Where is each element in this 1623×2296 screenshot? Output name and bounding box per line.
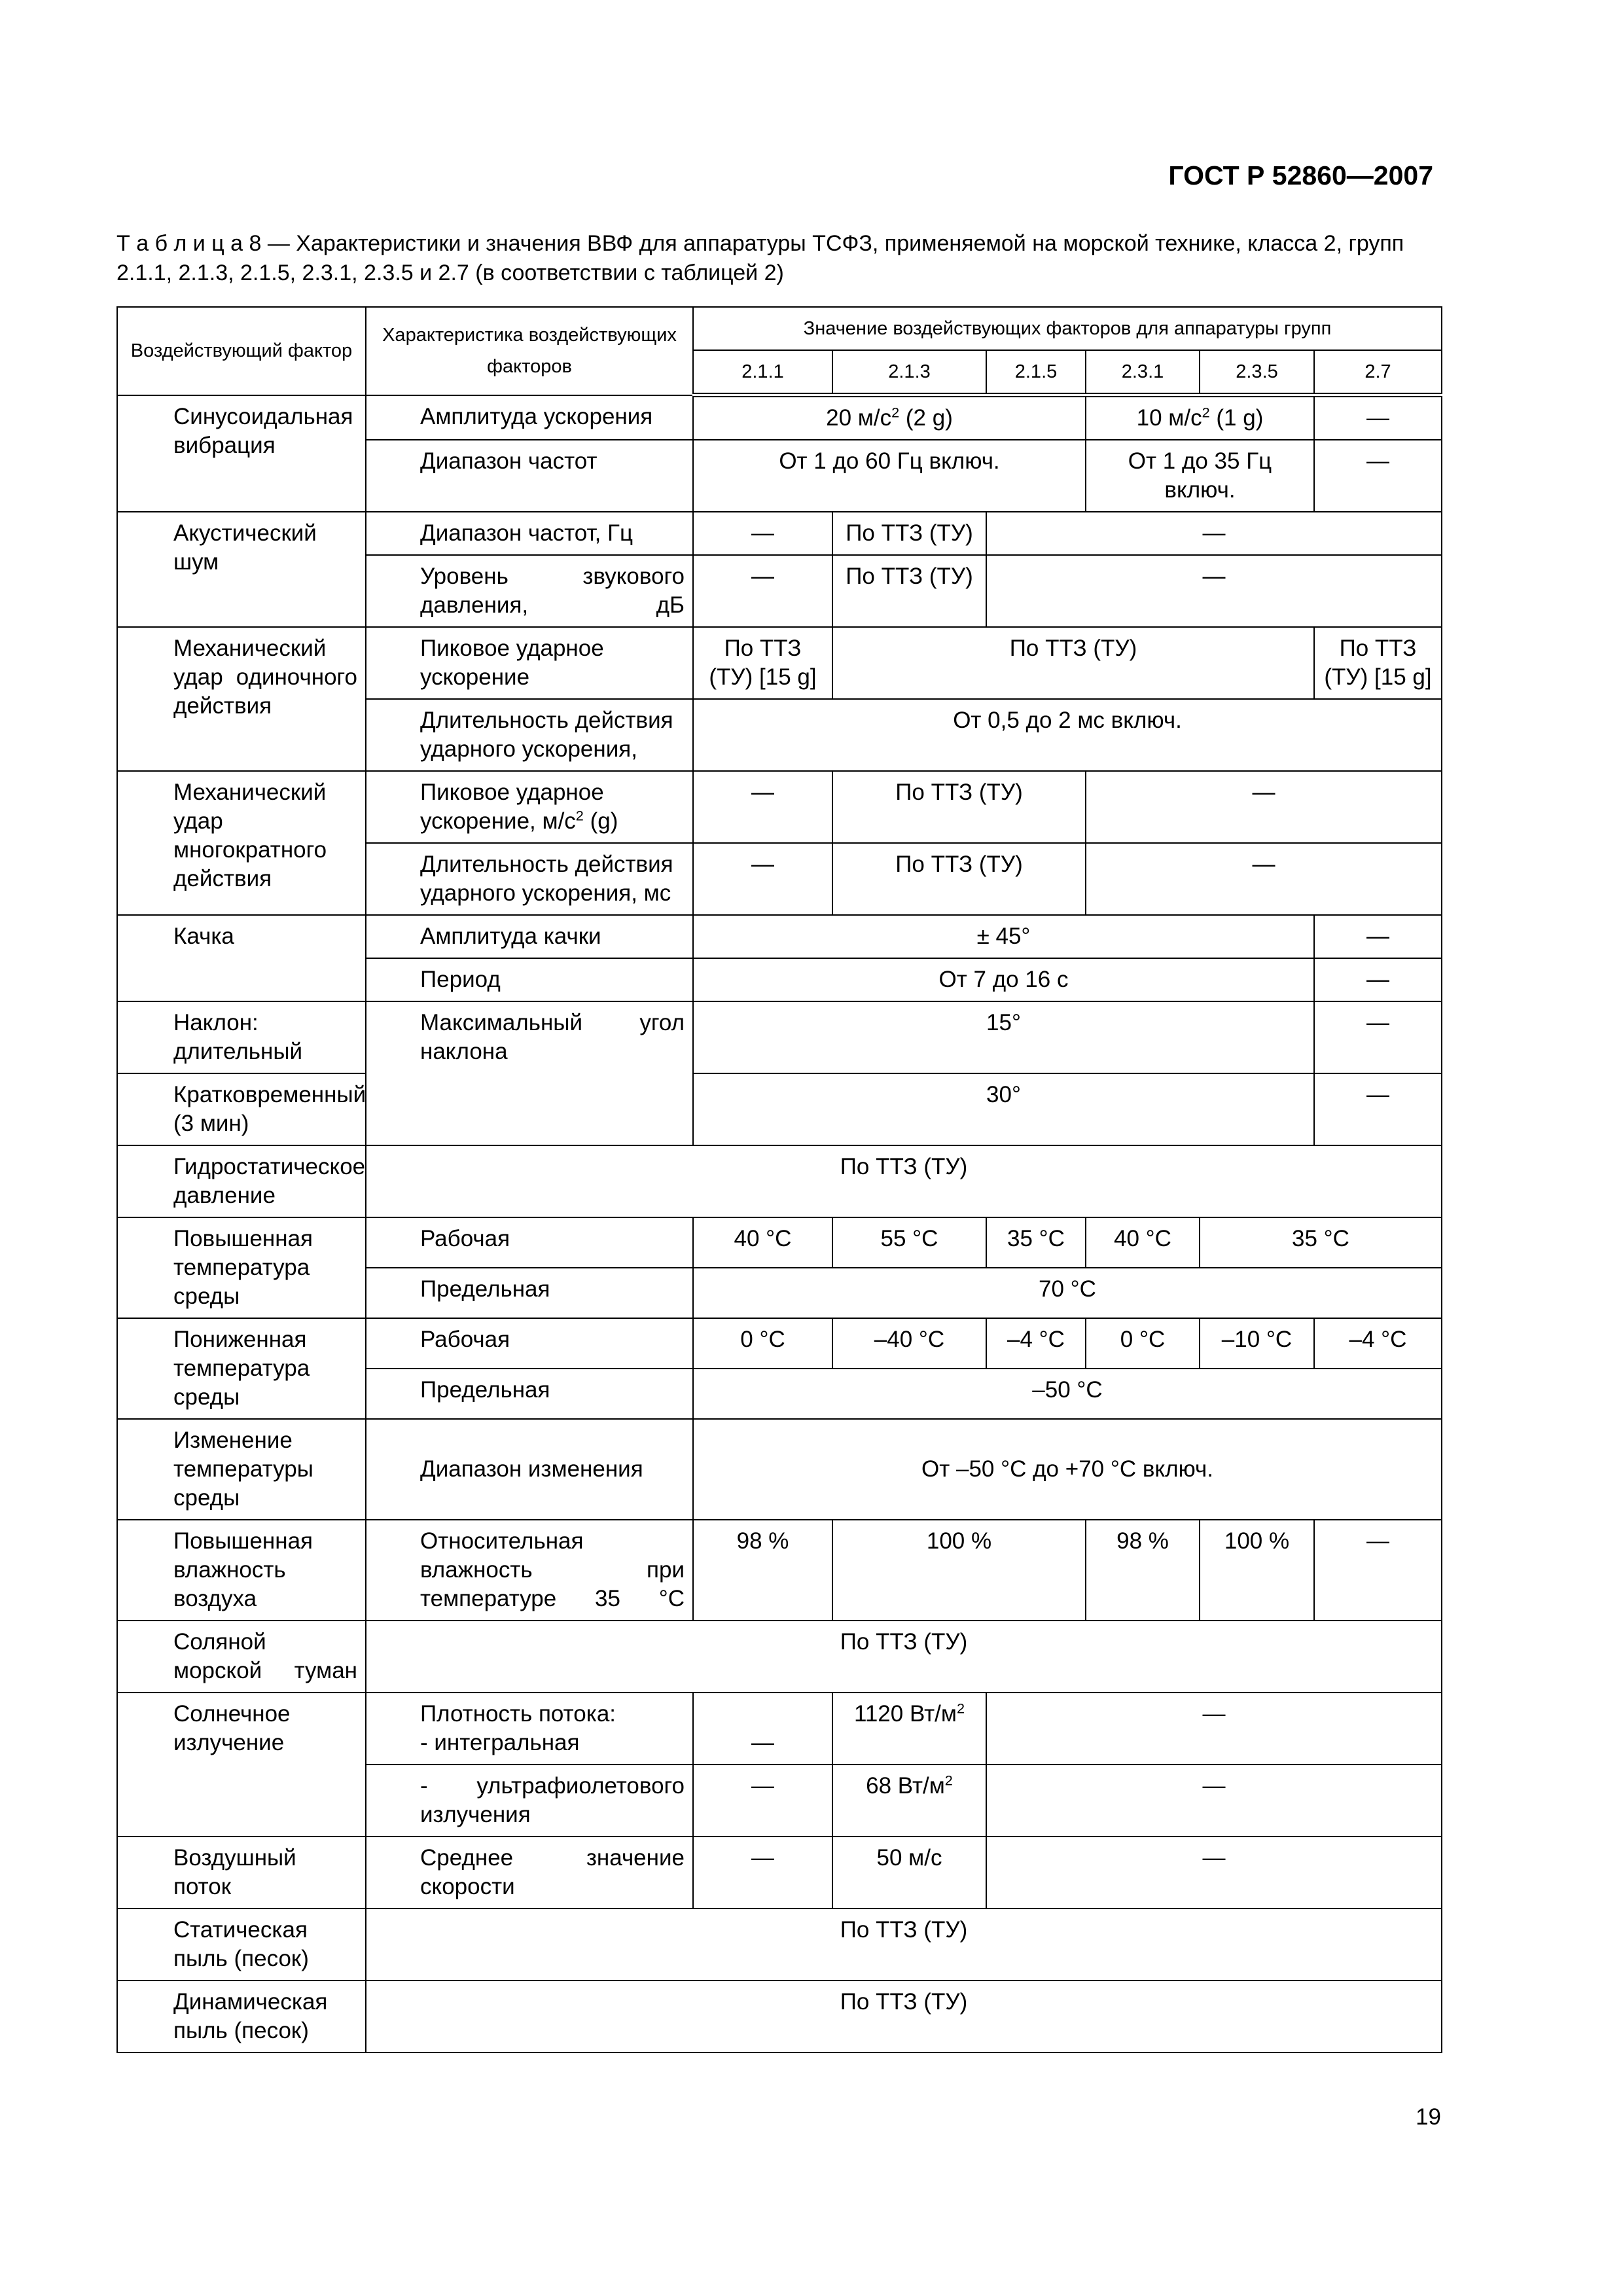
header-group: 2.3.1: [1086, 350, 1200, 395]
table-row: [117, 915, 1442, 958]
value-cell: –50 °С: [693, 1369, 1442, 1419]
table-row: [117, 771, 1442, 843]
climate-factors-table: [116, 306, 1442, 2053]
table-row: [117, 1909, 1442, 1981]
characteristic-cell: Пиковое ударное ускорение, $м/с^2$ (g): [366, 771, 693, 843]
value-cell: 10 $м/с^2$ (1 g): [1086, 395, 1314, 440]
table-row: [117, 1693, 1442, 1765]
value-cell: От 7 до 16 с: [693, 958, 1314, 1001]
characteristic-cell: Уровень звукового давления, дБ: [366, 555, 693, 627]
factor-cell: Динамическая пыль (песок): [117, 1981, 366, 2053]
value-cell: —: [1086, 843, 1442, 915]
value-cell: —: [1314, 1073, 1442, 1145]
value-cell: От 1 до 35 Гц включ.: [1086, 440, 1314, 512]
factor-cell: Статическая пыль (песок): [117, 1909, 366, 1981]
factor-cell: Механический удар одиночного действия: [117, 627, 366, 771]
factor-cell: Солнечное излучение: [117, 1693, 366, 1837]
value-cell: 100 %: [832, 1520, 1086, 1621]
value-cell: —: [986, 1837, 1442, 1909]
header-group: 2.1.5: [986, 350, 1086, 395]
factor-cell: Синусоидальная вибрация: [117, 395, 366, 512]
page-number: 19: [1416, 2104, 1441, 2130]
table-row: [117, 1217, 1442, 1268]
value-cell: По ТТЗ (ТУ): [832, 555, 986, 627]
value-cell: –40 °С: [832, 1318, 986, 1369]
characteristic-cell: Плотность потока: - интегральная: [366, 1693, 693, 1765]
value-cell: 40 °С: [1086, 1217, 1200, 1268]
header-group: 2.1.3: [832, 350, 986, 395]
table-row: [117, 1001, 1442, 1073]
value-cell: 0 °С: [693, 1318, 832, 1369]
factor-cell: Механический удар многократного действия: [117, 771, 366, 915]
factor-cell: Повышенная температура среды: [117, 1217, 366, 1318]
table-row: [117, 1145, 1442, 1217]
value-cell: По ТТЗ (ТУ): [832, 512, 986, 555]
value-cell: 100 %: [1200, 1520, 1314, 1621]
characteristic-cell: - ультрафиолетового излучения: [366, 1765, 693, 1837]
value-cell: —: [1314, 440, 1442, 512]
table-row: [117, 627, 1442, 699]
table-caption: Т а б л и ц а 8 — Характеристики и значения ВВФ для аппаратуры ТСФЗ, применяемой на морской технике, класса 2, групп 2.1.1, 2.1.3, 2.1.5, 2.3.1, 2.3.5 и 2.7 (в соответствии с таблицей 2): [116, 231, 1404, 285]
header-characteristic: Характеристика воздействующих факторов: [366, 307, 693, 395]
value-cell: —: [693, 1693, 832, 1765]
value-cell: 20 $м/с^2$ (2 g): [693, 395, 1086, 440]
characteristic-cell: Среднее значение скорости: [366, 1837, 693, 1909]
factor-cell: Наклон: длительный: [117, 1001, 366, 1073]
value-cell: —: [1086, 771, 1442, 843]
characteristic-cell: Диапазон частот, Гц: [366, 512, 693, 555]
value-cell: От 1 до 60 Гц включ.: [693, 440, 1086, 512]
factor-cell: Гидростатическое давление: [117, 1145, 366, 1217]
value-cell: По ТТЗ (ТУ): [366, 1145, 1442, 1217]
value-cell: 40 °С: [693, 1217, 832, 1268]
value-cell: 50 м/с: [832, 1837, 986, 1909]
characteristic-cell: Относительная влажность при температуре 35 °С: [366, 1520, 693, 1621]
value-cell: По ТТЗ (ТУ): [832, 627, 1314, 699]
header-values: Значение воздействующих факторов для аппаратуры групп: [693, 307, 1442, 350]
factor-cell: Изменение температуры среды: [117, 1419, 366, 1520]
value-cell: 55 °С: [832, 1217, 986, 1268]
header-factor: Воздействующий фактор: [117, 307, 366, 395]
value-cell: –10 °С: [1200, 1318, 1314, 1369]
table-row: [117, 1981, 1442, 2053]
value-cell: —: [693, 555, 832, 627]
characteristic-cell: Длительность действия ударного ускорения, мс: [366, 843, 693, 915]
table-row: [117, 1621, 1442, 1693]
header-group: 2.1.1: [693, 350, 832, 395]
characteristic-cell: Максимальный угол наклона: [366, 1001, 693, 1145]
value-cell: От 0,5 до 2 мс включ.: [693, 699, 1442, 771]
value-cell: —: [693, 1765, 832, 1837]
factor-cell: Воздушный поток: [117, 1837, 366, 1909]
value-cell: —: [1314, 1001, 1442, 1073]
factor-cell: Кратковременный (3 мин): [117, 1073, 366, 1145]
document-header: ГОСТ Р 52860—2007: [1168, 160, 1433, 190]
value-cell: 35 °С: [1200, 1217, 1442, 1268]
characteristic-cell: Амплитуда качки: [366, 915, 693, 958]
table-row: [117, 512, 1442, 555]
characteristic-cell: Предельная: [366, 1268, 693, 1318]
header-group: 2.7: [1314, 350, 1442, 395]
value-cell: —: [1314, 395, 1442, 440]
table-row: [117, 395, 1442, 440]
characteristic-cell: Диапазон изменения: [366, 1419, 693, 1520]
factor-cell: Качка: [117, 915, 366, 1001]
value-cell: ± 45°: [693, 915, 1314, 958]
characteristic-cell: Рабочая: [366, 1318, 693, 1369]
value-cell: 0 °С: [1086, 1318, 1200, 1369]
value-cell: —: [693, 771, 832, 843]
header-group: 2.3.5: [1200, 350, 1314, 395]
value-cell: —: [1314, 915, 1442, 958]
value-cell: По ТТЗ (ТУ) [15 g]: [1314, 627, 1442, 699]
factor-cell: Пониженная температура среды: [117, 1318, 366, 1419]
value-cell: 98 %: [693, 1520, 832, 1621]
value-cell: От –50 °С до +70 °С включ.: [693, 1419, 1442, 1520]
value-cell: —: [1314, 958, 1442, 1001]
value-cell: 1120 $Вт/м^2$: [832, 1693, 986, 1765]
characteristic-cell: Диапазон частот: [366, 440, 693, 512]
characteristic-cell: Период: [366, 958, 693, 1001]
characteristic-cell: Амплитуда ускорения: [366, 395, 693, 440]
table-row: [117, 1419, 1442, 1520]
value-cell: По ТТЗ (ТУ): [832, 843, 1086, 915]
characteristic-cell: Предельная: [366, 1369, 693, 1419]
value-cell: —: [986, 555, 1442, 627]
value-cell: —: [986, 512, 1442, 555]
table-row: [117, 1073, 1442, 1145]
value-cell: По ТТЗ (ТУ): [832, 771, 1086, 843]
value-cell: –4 °С: [1314, 1318, 1442, 1369]
value-cell: —: [693, 512, 832, 555]
value-cell: По ТТЗ (ТУ) [15 g]: [693, 627, 832, 699]
value-cell: 70 °С: [693, 1268, 1442, 1318]
table-row: [117, 1837, 1442, 1909]
table-row: [117, 1520, 1442, 1621]
table-row: [117, 1318, 1442, 1369]
value-cell: —: [986, 1765, 1442, 1837]
value-cell: По ТТЗ (ТУ): [366, 1909, 1442, 1981]
value-cell: По ТТЗ (ТУ): [366, 1621, 1442, 1693]
value-cell: 15°: [693, 1001, 1314, 1073]
factor-cell: Соляной морской туман: [117, 1621, 366, 1693]
value-cell: 35 °С: [986, 1217, 1086, 1268]
value-cell: По ТТЗ (ТУ): [366, 1981, 1442, 2053]
characteristic-cell: Длительность действия ударного ускорения,: [366, 699, 693, 771]
value-cell: 68 $Вт/м^2$: [832, 1765, 986, 1837]
factor-cell: Повышенная влажность воздуха: [117, 1520, 366, 1621]
factor-cell: Акустический шум: [117, 512, 366, 627]
value-cell: —: [693, 1837, 832, 1909]
characteristic-cell: Пиковое ударное ускорение: [366, 627, 693, 699]
value-cell: —: [1314, 1520, 1442, 1621]
value-cell: 30°: [693, 1073, 1314, 1145]
characteristic-cell: Рабочая: [366, 1217, 693, 1268]
value-cell: —: [693, 843, 832, 915]
value-cell: –4 °С: [986, 1318, 1086, 1369]
value-cell: 98 %: [1086, 1520, 1200, 1621]
value-cell: —: [986, 1693, 1442, 1765]
